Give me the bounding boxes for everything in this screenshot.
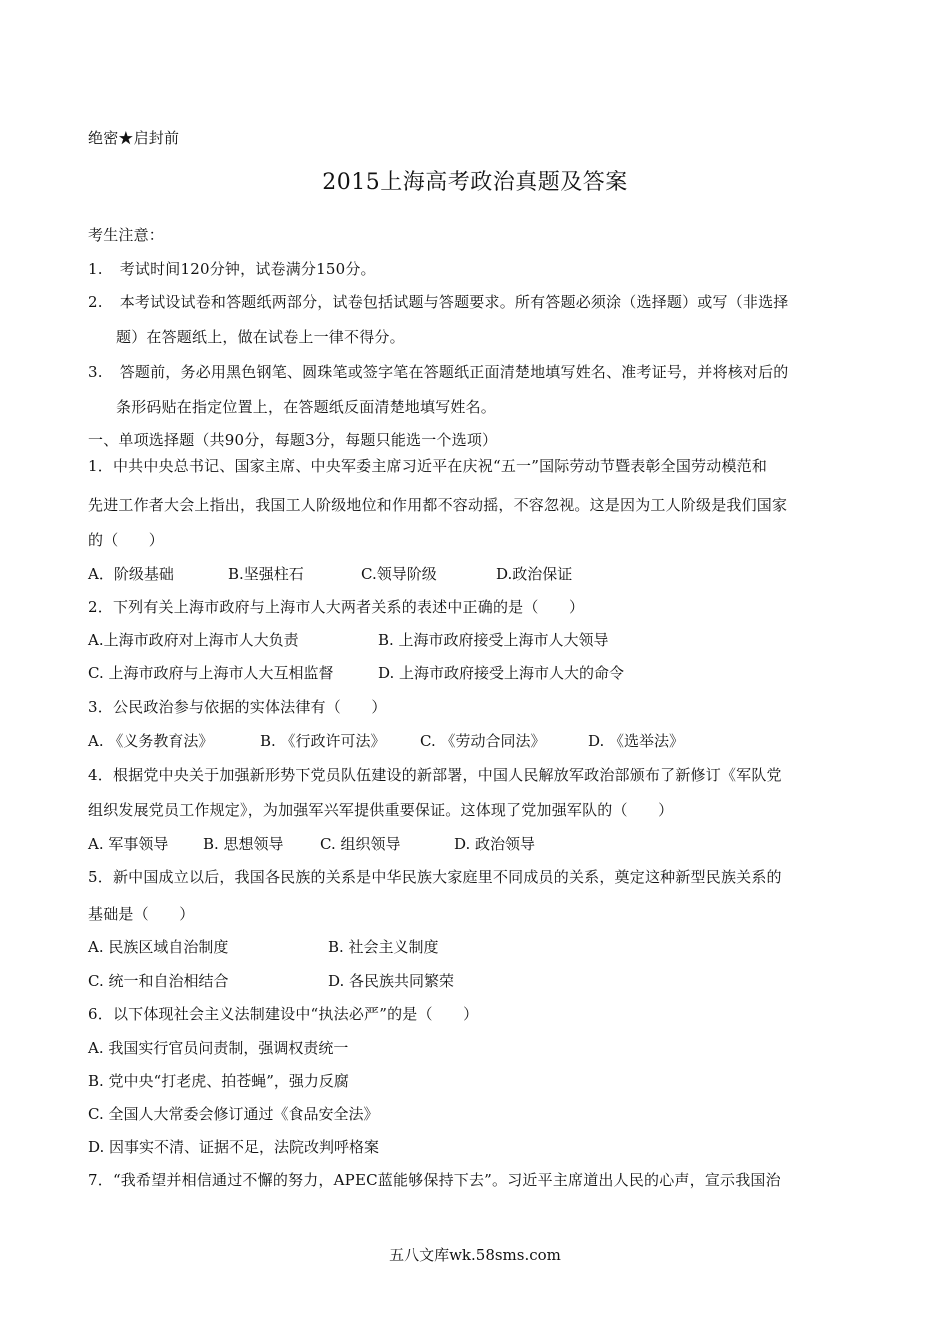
option-c: C. 上海市政府与上海市人大互相监督	[88, 664, 334, 682]
notice-item-text: 考试时间120分钟，试卷满分150分。	[119, 260, 376, 278]
option-d: D. 各民族共同繁荣	[328, 972, 455, 990]
option-c: C. 全国人大常委会修订通过《食品安全法》	[88, 1105, 379, 1123]
option-b: B. 社会主义制度	[328, 938, 439, 956]
option-d: D. 上海市政府接受上海市人大的命令	[378, 664, 625, 682]
option-a: A. 《义务教育法》	[88, 732, 214, 750]
question-1-line: 1．中共中央总书记、国家主席、中央军委主席习近平在庆祝“五一”国际劳动节暨表彰全国劳动模范和	[88, 457, 768, 475]
option-a: A．阶级基础	[88, 565, 174, 583]
question-6-line: 6．以下体现社会主义法制建设中“执法必严”的是（ ）	[88, 1005, 479, 1023]
option-b: B. 《行政许可法》	[260, 732, 386, 750]
option-a: A. 民族区域自治制度	[88, 938, 229, 956]
question-4-line: 4．根据党中央关于加强新形势下党员队伍建设的新部署，中国人民解放军政治部颁布了新修订《军队党	[88, 766, 782, 784]
notice-item-text-cont: 题）在答题纸上，做在试卷上一律不得分。	[116, 328, 405, 346]
question-3-line: 3．公民政治参与依据的实体法律有（ ）	[88, 698, 387, 716]
option-c: C. 《劳动合同法》	[420, 732, 546, 750]
notice-item-number: 2.	[88, 293, 103, 311]
option-b: B. 思想领导	[203, 835, 284, 853]
question-1-line: 的（ ）	[88, 531, 165, 549]
option-a: A. 我国实行官员问责制，强调权责统一	[88, 1039, 349, 1057]
section-heading: 一、单项选择题（共90分，每题3分，每题只能选一个选项）	[88, 431, 498, 449]
question-5-line: 5．新中国成立以后，我国各民族的关系是中华民族大家庭里不同成员的关系，奠定这种新型民族关系的	[88, 868, 782, 886]
question-1-line: 先进工作者大会上指出，我国工人阶级地位和作用都不容动摇，不容忽视。这是因为工人阶级是我们国家	[88, 496, 788, 514]
question-2-line: 2．下列有关上海市政府与上海市人大两者关系的表述中正确的是（ ）	[88, 598, 585, 616]
notice-heading: 考生注意：	[88, 226, 165, 244]
option-d: D. 因事实不清、证据不足，法院改判呼格案	[88, 1138, 380, 1156]
option-c: C. 统一和自治相结合	[88, 972, 229, 990]
option-b: B. 党中央“打老虎、拍苍蝇”，强力反腐	[88, 1072, 349, 1090]
notice-item-1	[88, 259, 376, 279]
notice-item-text: 本考试设试卷和答题纸两部分，试卷包括试题与答题要求。所有答题必须涂（选择题）或写（非选择	[119, 293, 789, 311]
option-b: B. 上海市政府接受上海市人大领导	[378, 631, 609, 649]
option-c: C.领导阶级	[361, 565, 437, 583]
question-5-line: 基础是（ ）	[88, 905, 195, 923]
question-7-line: 7．“我希望并相信通过不懈的努力，APEC蓝能够保持下去”。习近平主席道出人民的心声，宣示我国治	[88, 1171, 781, 1189]
notice-item-number: 1.	[88, 260, 103, 278]
option-d: D. 政治领导	[454, 835, 536, 853]
notice-item-number: 3.	[88, 363, 103, 381]
secret-mark: 绝密★启封前	[88, 129, 180, 147]
notice-item-text-cont: 条形码贴在指定位置上，在答题纸反面清楚地填写姓名。	[116, 398, 497, 416]
question-4-line: 组织发展党员工作规定》，为加强军兴军提供重要保证。这体现了党加强军队的（ ）	[88, 801, 674, 819]
page-title: 2015上海高考政治真题及答案	[322, 170, 628, 195]
option-b: B.坚强柱石	[228, 565, 304, 583]
option-a: A.上海市政府对上海市人大负责	[88, 631, 299, 649]
footer-watermark: 五八文库wk.58sms.com	[389, 1246, 561, 1264]
notice-item-3	[88, 362, 789, 382]
option-d: D. 《选举法》	[588, 732, 685, 750]
option-a: A. 军事领导	[88, 835, 169, 853]
option-c: C. 组织领导	[320, 835, 401, 853]
option-d: D.政治保证	[496, 565, 573, 583]
notice-item-text: 答题前，务必用黑色钢笔、圆珠笔或签字笔在答题纸正面清楚地填写姓名、准考证号，并将核对后的	[119, 363, 789, 381]
notice-item-2	[88, 292, 789, 312]
